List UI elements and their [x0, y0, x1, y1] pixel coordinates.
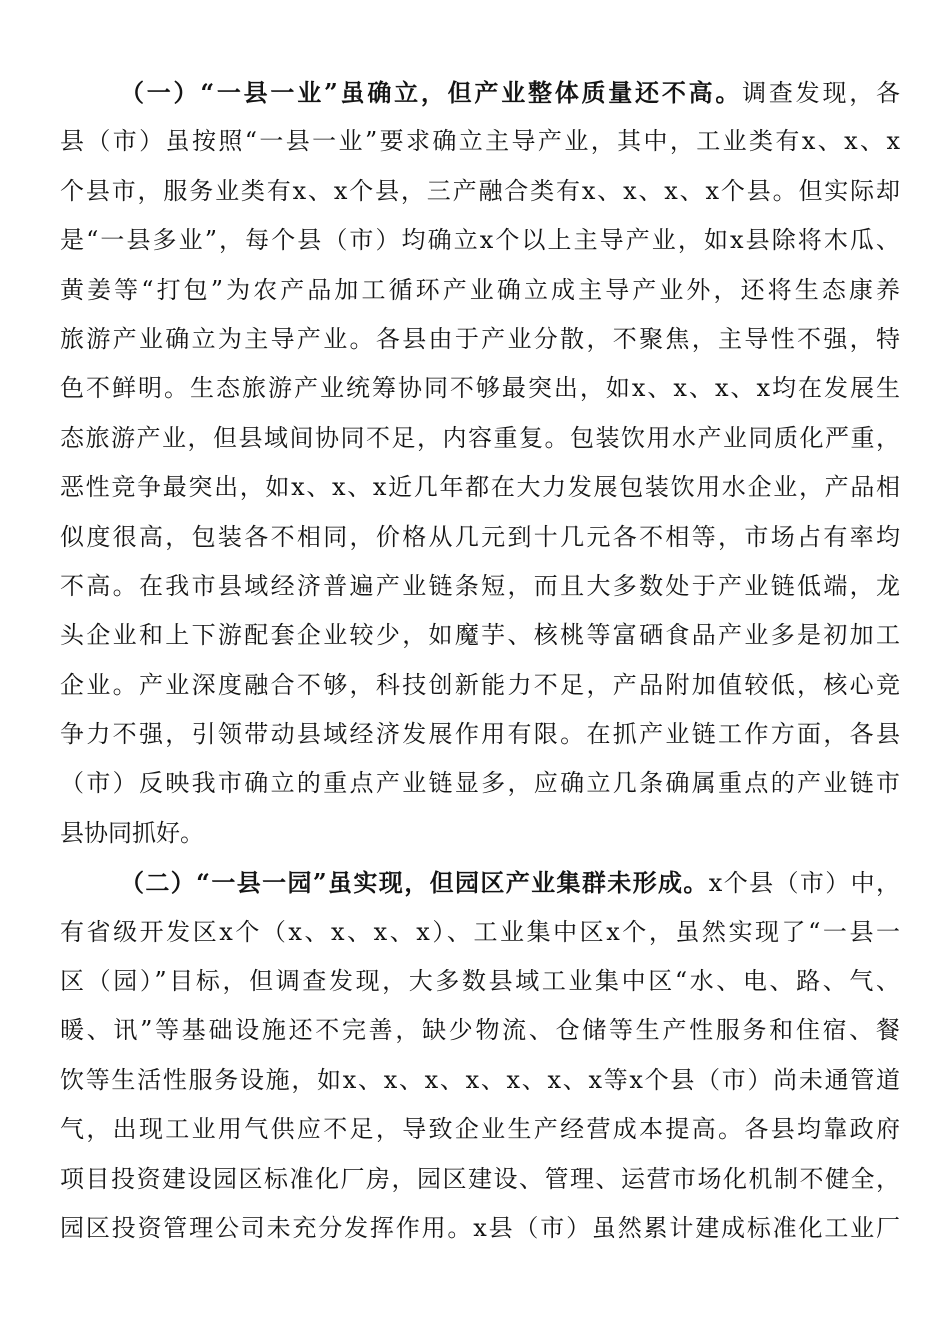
paragraph-line: 恶性竞争最突出，如x、x、x近几年都在大力发展包装饮用水企业，产品相: [60, 473, 900, 502]
paragraph-line: （市）反映我市确立的重点产业链显多，应确立几条确属重点的产业链市: [60, 769, 900, 798]
paragraph-line: 项目投资建设园区标准化厂房，园区建设、管理、运营市场化机制不健全，: [60, 1164, 900, 1193]
paragraph-2: [60, 858, 900, 1253]
paragraph-1: [60, 68, 900, 858]
paragraph-heading: （一）“一县一业”虽确立，但产业整体质量还不高。: [120, 78, 743, 107]
paragraph-line: 头企业和上下游配套企业较少，如魔芋、核桃等富硒食品产业多是初加工: [60, 621, 900, 650]
paragraph-line: 企业。产业深度融合不够，科技创新能力不足，产品附加值较低，核心竞: [60, 670, 900, 699]
paragraph-line: 县协同抓好。: [60, 818, 204, 847]
paragraph-line: 色不鲜明。生态旅游产业统筹协同不够最突出，如x、x、x、x均在发展生: [60, 374, 900, 403]
paragraph-line: 争力不强，引领带动县域经济发展作用有限。在抓产业链工作方面，各县: [60, 720, 900, 749]
paragraph-line: 气，出现工业用气供应不足，导致企业生产经营成本提高。各县均靠政府: [60, 1115, 900, 1144]
paragraph-line: 有省级开发区x个（x、x、x、x）、工业集中区x个，虽然实现了“一县一: [60, 917, 900, 946]
paragraph-line: 旅游产业确立为主导产业。各县由于产业分散，不聚焦，主导性不强，特: [60, 324, 900, 353]
paragraph-line: [60, 858, 900, 907]
document-body: [60, 68, 900, 1253]
paragraph-line: 不高。在我市县域经济普遍产业链条短，而且大多数处于产业链低端，龙: [60, 571, 900, 600]
paragraph-line: 饮等生活性服务设施，如x、x、x、x、x、x、x等x个县（市）尚未通管道: [60, 1065, 900, 1094]
paragraph-text: x个县（市）中，: [708, 869, 900, 898]
paragraph-line: 暖、讯”等基础设施还不完善，缺少物流、仓储等生产性服务和住宿、餐: [60, 1016, 900, 1045]
paragraph-line: 态旅游产业，但县域间协同不足，内容重复。包装饮用水产业同质化严重，: [60, 423, 900, 452]
paragraph-line: [60, 68, 900, 117]
paragraph-line: 县（市）虽按照“一县一业”要求确立主导产业，其中，工业类有x、x、x: [60, 127, 900, 156]
paragraph-line: 个县市，服务业类有x、x个县，三产融合类有x、x、x、x个县。但实际却: [60, 176, 900, 205]
paragraph-line: 似度很高，包装各不相同，价格从几元到十几元各不相等，市场占有率均: [60, 522, 900, 551]
paragraph-line: 黄姜等“打包”为农产品加工循环产业确立成主导产业外，还将生态康养: [60, 275, 900, 304]
paragraph-line: 园区投资管理公司未充分发挥作用。x县（市）虽然累计建成标准化工业厂: [60, 1213, 900, 1242]
paragraph-line: 区（园）”目标，但调查发现，大多数县域工业集中区“水、电、路、气、: [60, 967, 900, 996]
paragraph-text: 调查发现，各: [742, 79, 900, 107]
paragraph-line: 是“一县多业”，每个县（市）均确立x个以上主导产业，如x县除将木瓜、: [60, 226, 900, 255]
paragraph-heading: （二）“一县一园”虽实现，但园区产业集群未形成。: [120, 868, 709, 898]
